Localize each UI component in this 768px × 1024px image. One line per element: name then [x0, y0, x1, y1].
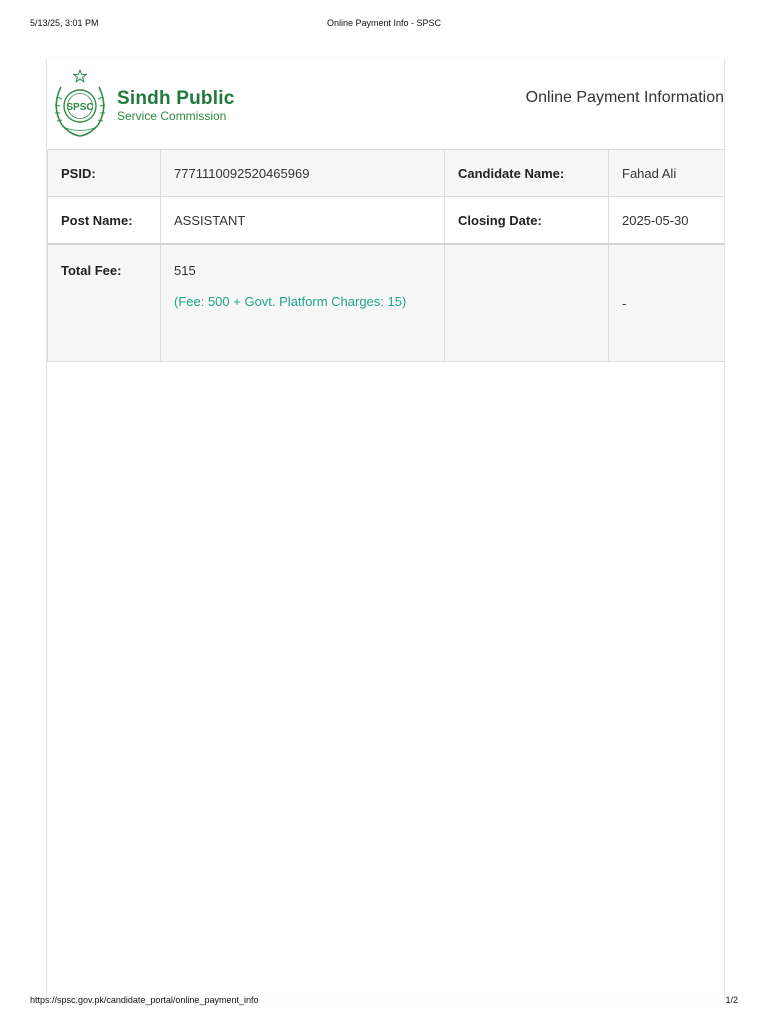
page-heading: Online Payment Information: [525, 89, 724, 106]
org-subtitle: Service Commission: [117, 109, 227, 123]
psid-value: 7771110092520465969: [161, 150, 445, 197]
table-row: [48, 150, 725, 197]
post-name-value: ASSISTANT: [161, 197, 445, 245]
print-header: [30, 18, 738, 32]
total-fee-label: Total Fee:: [48, 244, 161, 362]
org-name: Sindh Public: [117, 88, 235, 109]
closing-date-value: 2025-05-30: [609, 197, 725, 245]
page-url: https://spsc.gov.pk/candidate_portal/online_payment_info: [30, 995, 259, 1005]
table-row: [48, 197, 725, 245]
closing-date-label: Closing Date:: [445, 197, 609, 245]
total-fee-cell: [161, 244, 445, 362]
page-number: 1/2: [725, 995, 738, 1005]
post-name-label: Post Name:: [48, 197, 161, 245]
print-datetime: 5/13/25, 3:01 PM: [30, 18, 99, 28]
table-row: [48, 244, 725, 362]
print-page-title: Online Payment Info - SPSC: [326, 18, 442, 28]
spsc-emblem-logo: [47, 67, 117, 139]
svg-text:SPSC: SPSC: [66, 102, 94, 113]
payment-info-card: [46, 59, 725, 999]
psid-label: PSID:: [48, 150, 161, 197]
fee-breakdown: (Fee: 500 + Govt. Platform Charges: 15): [174, 294, 407, 309]
candidate-name-label: Candidate Name:: [445, 150, 609, 197]
card-header: [47, 59, 724, 150]
total-fee-value: 515: [174, 263, 196, 278]
payment-details-table: [47, 149, 725, 362]
candidate-name-value: Fahad Ali: [609, 150, 725, 197]
extra-value: -: [609, 244, 725, 362]
brand-wordmark: [117, 89, 234, 123]
empty-cell: [445, 244, 609, 362]
